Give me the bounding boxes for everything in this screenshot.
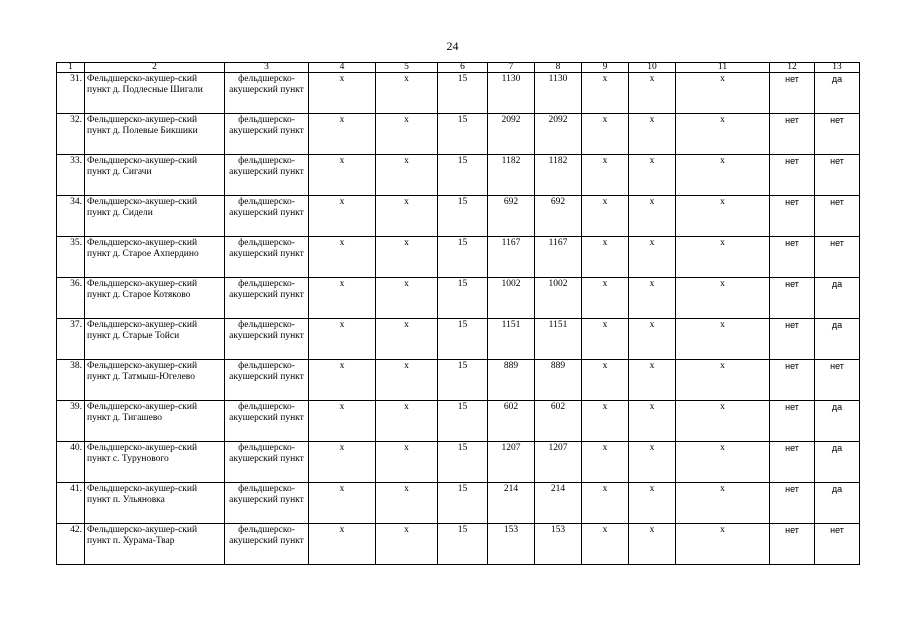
col5-cell: х [376,442,438,483]
col11-cell: х [676,483,770,524]
col4-cell: х [309,155,376,196]
column-header: 10 [629,63,676,73]
col8-cell: 1002 [535,278,582,319]
facility-name-cell: Фельдшерско-акушер-ский пункт п. Ульяновка [85,483,225,524]
col9-cell: х [582,483,629,524]
col11-cell: х [676,401,770,442]
col11-cell: х [676,360,770,401]
col8-cell: 1151 [535,319,582,360]
col9-cell: х [582,278,629,319]
facility-type-cell: фельдшерско-акушерский пункт [225,114,309,155]
col4-cell: х [309,237,376,278]
column-header: 11 [676,63,770,73]
table-row [57,319,860,360]
row-number-cell: 38. [57,360,85,401]
col5-cell: х [376,483,438,524]
col8-cell: 602 [535,401,582,442]
table-row [57,524,860,565]
col6-cell: 15 [438,73,488,114]
column-header: 13 [815,63,860,73]
col8-cell: 1182 [535,155,582,196]
page-number: 24 [446,39,459,53]
col12-cell: нет [770,319,815,360]
col6-cell: 15 [438,483,488,524]
row-number-cell: 31. [57,73,85,114]
col6-cell: 15 [438,524,488,565]
col6-cell: 15 [438,401,488,442]
facility-name-cell: Фельдшерско-акушер-ский пункт с. Турунового [85,442,225,483]
col9-cell: х [582,524,629,565]
row-number-cell: 37. [57,319,85,360]
col9-cell: х [582,401,629,442]
col7-cell: 889 [488,360,535,401]
col8-cell: 889 [535,360,582,401]
facility-name-cell: Фельдшерско-акушер-ский пункт д. Тигашево [85,401,225,442]
col4-cell: х [309,73,376,114]
col8-cell: 1167 [535,237,582,278]
col9-cell: х [582,73,629,114]
col9-cell: х [582,155,629,196]
col9-cell: х [582,196,629,237]
col5-cell: х [376,524,438,565]
facility-type-cell: фельдшерско-акушерский пункт [225,319,309,360]
col6-cell: 15 [438,360,488,401]
column-header: 7 [488,63,535,73]
col9-cell: х [582,237,629,278]
col7-cell: 1167 [488,237,535,278]
facility-name-cell: Фельдшерско-акушер-ский пункт д. Сидели [85,196,225,237]
column-header: 12 [770,63,815,73]
col8-cell: 1207 [535,442,582,483]
col11-cell: х [676,278,770,319]
table-row [57,442,860,483]
col10-cell: х [629,196,676,237]
col6-cell: 15 [438,278,488,319]
col12-cell: нет [770,196,815,237]
col11-cell: х [676,524,770,565]
col8-cell: 692 [535,196,582,237]
table-row [57,155,860,196]
col13-cell: нет [815,114,860,155]
col12-cell: нет [770,73,815,114]
col5-cell: х [376,114,438,155]
col5-cell: х [376,196,438,237]
col10-cell: х [629,237,676,278]
row-number-cell: 34. [57,196,85,237]
col13-cell: да [815,73,860,114]
col12-cell: нет [770,483,815,524]
col12-cell: нет [770,524,815,565]
col12-cell: нет [770,114,815,155]
column-header: 9 [582,63,629,73]
table-row [57,278,860,319]
facility-name-cell: Фельдшерско-акушер-ский пункт д. Старое Ахпердино [85,237,225,278]
col4-cell: х [309,442,376,483]
column-header: 5 [376,63,438,73]
facility-name-cell: Фельдшерско-акушер-ский пункт д. Старое Котяково [85,278,225,319]
col12-cell: нет [770,442,815,483]
facility-type-cell: фельдшерско-акушерский пункт [225,483,309,524]
col6-cell: 15 [438,319,488,360]
col7-cell: 1207 [488,442,535,483]
col7-cell: 214 [488,483,535,524]
col5-cell: х [376,319,438,360]
col11-cell: х [676,196,770,237]
col5-cell: х [376,278,438,319]
col10-cell: х [629,401,676,442]
row-number-cell: 40. [57,442,85,483]
facility-type-cell: фельдшерско-акушерский пункт [225,278,309,319]
registry-table [56,62,860,565]
col9-cell: х [582,442,629,483]
facility-type-cell: фельдшерско-акушерский пункт [225,196,309,237]
column-header: 6 [438,63,488,73]
col10-cell: х [629,524,676,565]
col5-cell: х [376,237,438,278]
col9-cell: х [582,319,629,360]
col7-cell: 153 [488,524,535,565]
col8-cell: 214 [535,483,582,524]
col5-cell: х [376,401,438,442]
col13-cell: нет [815,360,860,401]
column-header: 4 [309,63,376,73]
facility-type-cell: фельдшерско-акушерский пункт [225,442,309,483]
table-row [57,196,860,237]
col13-cell: да [815,483,860,524]
column-header: 1 [57,63,85,73]
table-row [57,73,860,114]
row-number-cell: 41. [57,483,85,524]
col8-cell: 1130 [535,73,582,114]
col13-cell: да [815,401,860,442]
col7-cell: 2092 [488,114,535,155]
col6-cell: 15 [438,442,488,483]
facility-name-cell: Фельдшерско-акушер-ский пункт д. Полевые Бикшики [85,114,225,155]
col5-cell: х [376,155,438,196]
col7-cell: 692 [488,196,535,237]
col12-cell: нет [770,360,815,401]
table-row [57,360,860,401]
col10-cell: х [629,360,676,401]
col6-cell: 15 [438,196,488,237]
col7-cell: 1130 [488,73,535,114]
facility-type-cell: фельдшерско-акушерский пункт [225,360,309,401]
col10-cell: х [629,155,676,196]
row-number-cell: 33. [57,155,85,196]
col11-cell: х [676,155,770,196]
row-number-cell: 35. [57,237,85,278]
col11-cell: х [676,442,770,483]
col11-cell: х [676,114,770,155]
facility-name-cell: Фельдшерско-акушер-ский пункт д. Татмыш-Югелево [85,360,225,401]
col12-cell: нет [770,155,815,196]
col12-cell: нет [770,401,815,442]
facility-name-cell: Фельдшерско-акушер-ский пункт д. Подлесные Шигали [85,73,225,114]
row-number-cell: 39. [57,401,85,442]
col10-cell: х [629,442,676,483]
col5-cell: х [376,73,438,114]
column-number-row [57,63,860,73]
facility-name-cell: Фельдшерско-акушер-ский пункт п. Хурама-Твар [85,524,225,565]
col9-cell: х [582,114,629,155]
col4-cell: х [309,278,376,319]
col10-cell: х [629,278,676,319]
table-row [57,114,860,155]
col13-cell: нет [815,237,860,278]
col11-cell: х [676,237,770,278]
col9-cell: х [582,360,629,401]
facility-type-cell: фельдшерско-акушерский пункт [225,401,309,442]
col13-cell: нет [815,155,860,196]
facility-type-cell: фельдшерско-акушерский пункт [225,524,309,565]
col10-cell: х [629,73,676,114]
col11-cell: х [676,319,770,360]
col8-cell: 153 [535,524,582,565]
col13-cell: нет [815,196,860,237]
facility-name-cell: Фельдшерско-акушер-ский пункт д. Сигачи [85,155,225,196]
col10-cell: х [629,483,676,524]
row-number-cell: 32. [57,114,85,155]
facility-name-cell: Фельдшерско-акушер-ский пункт д. Старые Тойси [85,319,225,360]
col13-cell: да [815,442,860,483]
col13-cell: нет [815,524,860,565]
table-row [57,401,860,442]
col4-cell: х [309,360,376,401]
col5-cell: х [376,360,438,401]
col7-cell: 1002 [488,278,535,319]
col13-cell: да [815,278,860,319]
table-row [57,483,860,524]
table-body [57,73,860,565]
row-number-cell: 42. [57,524,85,565]
col7-cell: 1151 [488,319,535,360]
col4-cell: х [309,401,376,442]
col10-cell: х [629,319,676,360]
col12-cell: нет [770,237,815,278]
col6-cell: 15 [438,155,488,196]
column-header: 2 [85,63,225,73]
col4-cell: х [309,319,376,360]
row-number-cell: 36. [57,278,85,319]
col6-cell: 15 [438,237,488,278]
col7-cell: 1182 [488,155,535,196]
table-row [57,237,860,278]
col12-cell: нет [770,278,815,319]
col4-cell: х [309,483,376,524]
column-header: 3 [225,63,309,73]
col4-cell: х [309,114,376,155]
col4-cell: х [309,524,376,565]
col4-cell: х [309,196,376,237]
col10-cell: х [629,114,676,155]
facility-type-cell: фельдшерско-акушерский пункт [225,237,309,278]
col6-cell: 15 [438,114,488,155]
column-header: 8 [535,63,582,73]
col7-cell: 602 [488,401,535,442]
table-header [57,63,860,73]
col11-cell: х [676,73,770,114]
col8-cell: 2092 [535,114,582,155]
facility-type-cell: фельдшерско-акушерский пункт [225,155,309,196]
col13-cell: да [815,319,860,360]
facility-type-cell: фельдшерско-акушерский пункт [225,73,309,114]
